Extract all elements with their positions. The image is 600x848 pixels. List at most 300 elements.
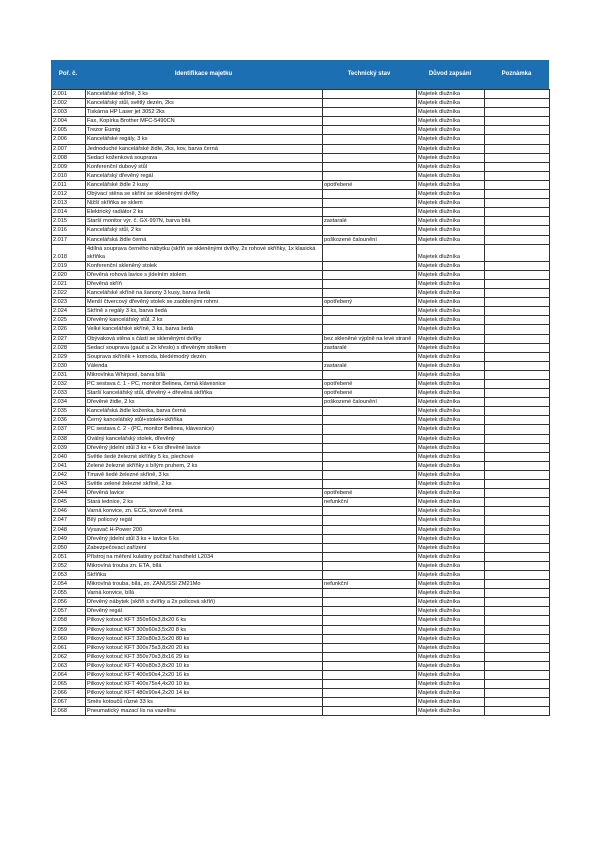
cell-position: 2.044 [52, 489, 86, 498]
cell-reason: Majetek dlužníka [417, 498, 485, 507]
cell-note [485, 208, 550, 217]
cell-note [485, 616, 550, 625]
cell-note [485, 226, 550, 235]
cell-position: 2.035 [52, 407, 86, 416]
cell-note [485, 270, 550, 279]
cell-identification: Pilkový kotouč KFT 400x75x4,4x20 10 ks [86, 680, 323, 689]
table-row [52, 598, 550, 607]
cell-identification: Světle šedé železné skříňky 5 ks, plechové [86, 452, 323, 461]
cell-identification: Dřevěná rohová lavice s jídelním stolem [86, 270, 323, 279]
cell-note [485, 279, 550, 288]
cell-note [485, 370, 550, 379]
cell-technical-state [323, 117, 417, 126]
cell-technical-state [323, 680, 417, 689]
cell-identification: Oválný kancelářský stolek, dřevěný [86, 434, 323, 443]
cell-reason: Majetek dlužníka [417, 443, 485, 452]
cell-reason: Majetek dlužníka [417, 561, 485, 570]
cell-technical-state [323, 325, 417, 334]
table-row [52, 470, 550, 479]
cell-identification: Pilkový kotouč KFT 350x60x3,8x20 6 ks [86, 616, 323, 625]
cell-identification: Zelené železné skříňky s bílým pruhem, 2 ks [86, 461, 323, 470]
cell-technical-state [323, 516, 417, 525]
cell-identification: Obývaková stěna s částí se skleněnými dvířky [86, 334, 323, 343]
table-row [52, 289, 550, 298]
cell-position: 2.065 [52, 680, 86, 689]
cell-position: 2.008 [52, 153, 86, 162]
header-identification: Identifikace majetku [174, 71, 233, 77]
cell-reason: Majetek dlužníka [417, 298, 485, 307]
table-row [52, 434, 550, 443]
cell-identification: Kancelářský dřevěný regál [86, 171, 323, 180]
table-row [52, 570, 550, 579]
cell-reason: Majetek dlužníka [417, 235, 485, 244]
cell-reason: Majetek dlužníka [417, 589, 485, 598]
cell-identification: Dřevěný regál [86, 607, 323, 616]
cell-technical-state [323, 443, 417, 452]
asset-table-body [52, 90, 550, 716]
table-row [52, 389, 550, 398]
cell-note [485, 389, 550, 398]
cell-note [485, 108, 550, 117]
cell-reason: Majetek dlužníka [417, 316, 485, 325]
cell-identification: Nižší skříňka se sklem [86, 199, 323, 208]
cell-note [485, 126, 550, 135]
cell-note [485, 135, 550, 144]
cell-identification: Přístroj na měření kulatiny počítač handheld L2034 [86, 552, 323, 561]
cell-note [485, 625, 550, 634]
cell-note [485, 407, 550, 416]
cell-position: 2.047 [52, 516, 86, 525]
cell-technical-state: opotřebené [323, 180, 417, 189]
table-row [52, 407, 550, 416]
cell-position: 2.057 [52, 607, 86, 616]
header-technical-state: Technický stav [347, 71, 391, 77]
table-row [52, 489, 550, 498]
cell-identification: Pilkový kotouč KFT 300x75x3,8x20 20 ks [86, 643, 323, 652]
cell-reason: Majetek dlužníka [417, 625, 485, 634]
table-row [52, 135, 550, 144]
cell-position: 2.052 [52, 561, 86, 570]
table-row [52, 171, 550, 180]
cell-position: 2.013 [52, 199, 86, 208]
cell-note [485, 489, 550, 498]
cell-technical-state: poškozené čalounění [323, 398, 417, 407]
cell-note [485, 580, 550, 589]
cell-reason: Majetek dlužníka [417, 607, 485, 616]
cell-identification: Černý kancelářský stůl+stolek+skříňka [86, 416, 323, 425]
cell-reason: Majetek dlužníka [417, 634, 485, 643]
table-row [52, 552, 550, 561]
cell-position: 2.027 [52, 334, 86, 343]
table-row [52, 698, 550, 707]
cell-identification: Zabezpečovací zařízení [86, 543, 323, 552]
cell-technical-state: zastaralé [323, 361, 417, 370]
cell-technical-state [323, 589, 417, 598]
cell-technical-state [323, 261, 417, 270]
table-row [52, 452, 550, 461]
cell-position: 2.002 [52, 99, 86, 108]
cell-reason: Majetek dlužníka [417, 108, 485, 117]
cell-note [485, 570, 550, 579]
cell-position: 2.011 [52, 180, 86, 189]
cell-note [485, 316, 550, 325]
cell-technical-state [323, 244, 417, 261]
cell-identification: Elektrický radiátor 2 ks [86, 208, 323, 217]
cell-reason: Majetek dlužníka [417, 570, 485, 579]
table-row [52, 689, 550, 698]
cell-position: 2.051 [52, 552, 86, 561]
cell-position: 2.014 [52, 208, 86, 217]
table-row [52, 643, 550, 652]
cell-identification: Sedací souprava (gauč a 2x křeslo) s dřevěným stolkem [86, 343, 323, 352]
cell-technical-state [323, 461, 417, 470]
cell-position: 2.037 [52, 425, 86, 434]
cell-technical-state [323, 616, 417, 625]
cell-identification: Konferenční skleněný stolek [86, 261, 323, 270]
table-row [52, 534, 550, 543]
table-row [52, 298, 550, 307]
cell-technical-state [323, 625, 417, 634]
cell-note [485, 452, 550, 461]
table-row [52, 652, 550, 661]
cell-technical-state [323, 126, 417, 135]
cell-technical-state: nefunkční [323, 580, 417, 589]
cell-identification: Pilkový kotouč KFT 350x70x3,8x16 29 ks [86, 652, 323, 661]
cell-technical-state [323, 480, 417, 489]
cell-technical-state [323, 199, 417, 208]
table-row [52, 516, 550, 525]
cell-note [485, 99, 550, 108]
cell-reason: Majetek dlužníka [417, 135, 485, 144]
cell-technical-state [323, 208, 417, 217]
cell-technical-state [323, 99, 417, 108]
cell-technical-state [323, 543, 417, 552]
cell-identification: Dřevěná skříň [86, 279, 323, 288]
cell-reason: Majetek dlužníka [417, 153, 485, 162]
cell-note [485, 634, 550, 643]
cell-note [485, 425, 550, 434]
cell-note [485, 117, 550, 126]
cell-reason: Majetek dlužníka [417, 425, 485, 434]
table-row [52, 279, 550, 288]
cell-position: 2.020 [52, 270, 86, 279]
cell-note [485, 235, 550, 244]
cell-reason: Majetek dlužníka [417, 325, 485, 334]
cell-identification: Tiskárna HP Laser jet 3052 2ks [86, 108, 323, 117]
cell-position: 2.064 [52, 671, 86, 680]
table-row [52, 307, 550, 316]
cell-position: 2.055 [52, 589, 86, 598]
header-note: Poznámka [501, 71, 532, 77]
cell-identification: Dřevěná lavice [86, 489, 323, 498]
table-row [52, 707, 550, 716]
cell-technical-state [323, 425, 417, 434]
cell-technical-state [323, 316, 417, 325]
cell-identification: Směs kotoučů různé 33 ks [86, 698, 323, 707]
cell-identification: Dřevěný jídelní stůl 3 ks + 6 ks dřevěné lavice [86, 443, 323, 452]
cell-technical-state [323, 525, 417, 534]
cell-technical-state: nefunkční [323, 498, 417, 507]
cell-note [485, 443, 550, 452]
cell-reason: Majetek dlužníka [417, 707, 485, 716]
cell-reason: Majetek dlužníka [417, 525, 485, 534]
cell-note [485, 652, 550, 661]
cell-technical-state: bez skleněné výplně na levé straně [323, 334, 417, 343]
cell-position: 2.041 [52, 461, 86, 470]
cell-identification: Dřevěný nábytek (skříň s dvířky a 2x policová skříň) [86, 598, 323, 607]
cell-identification: Bílý policový regál [86, 516, 323, 525]
table-row [52, 616, 550, 625]
cell-reason: Majetek dlužníka [417, 190, 485, 199]
cell-note [485, 516, 550, 525]
cell-reason: Majetek dlužníka [417, 370, 485, 379]
table-row [52, 162, 550, 171]
cell-position: 2.038 [52, 434, 86, 443]
cell-identification: Fax, Kopírka Brother MFC-5490CN [86, 117, 323, 126]
cell-technical-state [323, 162, 417, 171]
cell-note [485, 334, 550, 343]
cell-note [485, 525, 550, 534]
cell-reason: Majetek dlužníka [417, 162, 485, 171]
cell-technical-state [323, 90, 417, 99]
cell-technical-state [323, 279, 417, 288]
cell-position: 2.066 [52, 689, 86, 698]
cell-reason: Majetek dlužníka [417, 543, 485, 552]
cell-note [485, 671, 550, 680]
cell-position: 2.053 [52, 570, 86, 579]
cell-identification: Pilkový kotouč KFT 300x60x3,5x20 8 ks [86, 625, 323, 634]
cell-technical-state [323, 643, 417, 652]
cell-reason: Majetek dlužníka [417, 689, 485, 698]
cell-note [485, 361, 550, 370]
cell-identification: Kancelářské skříně, 3 ks [86, 90, 323, 99]
table-row [52, 543, 550, 552]
cell-reason: Majetek dlužníka [417, 661, 485, 670]
cell-reason: Majetek dlužníka [417, 580, 485, 589]
cell-position: 2.018 [52, 244, 86, 261]
cell-technical-state [323, 153, 417, 162]
table-row [52, 443, 550, 452]
cell-technical-state [323, 552, 417, 561]
cell-identification: Vysavač H-Power 200 [86, 525, 323, 534]
cell-position: 2.021 [52, 279, 86, 288]
cell-note [485, 180, 550, 189]
cell-identification: PC sestava č. 2 - (PC, monitor Belinea, klávesnice) [86, 425, 323, 434]
table-row [52, 589, 550, 598]
table-row [52, 153, 550, 162]
cell-technical-state [323, 416, 417, 425]
table-row [52, 352, 550, 361]
cell-technical-state [323, 452, 417, 461]
table-row [52, 334, 550, 343]
cell-reason: Majetek dlužníka [417, 117, 485, 126]
header-reason: Důvod zapsání [428, 71, 472, 77]
table-row [52, 261, 550, 270]
cell-identification: Světle zelené železné skříně, 2 ks [86, 480, 323, 489]
cell-note [485, 480, 550, 489]
table-row [52, 325, 550, 334]
cell-identification: Starší monitor výr. č. GX-997N, barva bílá [86, 217, 323, 226]
cell-note [485, 589, 550, 598]
cell-identification: Pilkový kotouč KFT 400x80x3,8x20 10 ks [86, 661, 323, 670]
cell-technical-state [323, 171, 417, 180]
cell-position: 2.006 [52, 135, 86, 144]
cell-technical-state [323, 434, 417, 443]
cell-position: 2.023 [52, 298, 86, 307]
cell-note [485, 416, 550, 425]
cell-position: 2.024 [52, 307, 86, 316]
cell-identification: Mikrovlná trouba zn. ETA, bílá [86, 561, 323, 570]
cell-reason: Majetek dlužníka [417, 470, 485, 479]
cell-identification: Skříně s regály 3 ks, barva šedá [86, 307, 323, 316]
cell-position: 2.056 [52, 598, 86, 607]
table-row [52, 498, 550, 507]
cell-identification: Pilkový kotouč KFT 480x90x4,2x20 14 ks [86, 689, 323, 698]
cell-reason: Majetek dlužníka [417, 671, 485, 680]
cell-note [485, 534, 550, 543]
cell-reason: Majetek dlužníka [417, 261, 485, 270]
cell-reason: Majetek dlužníka [417, 434, 485, 443]
cell-note [485, 689, 550, 698]
cell-reason: Majetek dlužníka [417, 217, 485, 226]
cell-identification: Souprava skříněk + komoda, bledémodrý dezén [86, 352, 323, 361]
cell-reason: Majetek dlužníka [417, 598, 485, 607]
cell-note [485, 244, 550, 261]
cell-position: 2.003 [52, 108, 86, 117]
cell-position: 2.031 [52, 370, 86, 379]
cell-technical-state [323, 144, 417, 153]
cell-identification: Kancelářský stůl, 2 ks [86, 226, 323, 235]
cell-identification: 4dílná souprava černého nábytku (skříň se skleněnými dvířky, 2x rohové skříňky, 1x klasická skříňka [86, 244, 323, 261]
cell-note [485, 199, 550, 208]
cell-note [485, 661, 550, 670]
table-row [52, 380, 550, 389]
table-row [52, 343, 550, 352]
cell-position: 2.010 [52, 171, 86, 180]
cell-reason: Majetek dlužníka [417, 407, 485, 416]
cell-identification: Válenda [86, 361, 323, 370]
table-row [52, 270, 550, 279]
cell-reason: Majetek dlužníka [417, 99, 485, 108]
table-row [52, 180, 550, 189]
cell-position: 2.067 [52, 698, 86, 707]
cell-reason: Majetek dlužníka [417, 416, 485, 425]
cell-technical-state [323, 289, 417, 298]
table-row [52, 144, 550, 153]
cell-position: 2.063 [52, 661, 86, 670]
cell-position: 2.045 [52, 498, 86, 507]
cell-note [485, 461, 550, 470]
table-row [52, 525, 550, 534]
cell-position: 2.001 [52, 90, 86, 99]
cell-identification: Kancelářská židle černá [86, 235, 323, 244]
cell-identification: Tmavě šedé železné skříně, 3 ks [86, 470, 323, 479]
table-row [52, 99, 550, 108]
cell-position: 2.005 [52, 126, 86, 135]
cell-reason: Majetek dlužníka [417, 126, 485, 135]
table-row [52, 244, 550, 261]
cell-position: 2.033 [52, 389, 86, 398]
cell-identification: Kancelářské skříně na šanony 3 kusy, barva šedá [86, 289, 323, 298]
cell-identification: Dřevěné židle, 2 ks [86, 398, 323, 407]
cell-technical-state [323, 226, 417, 235]
cell-identification: Kancelářský stůl, světlý dezén, 2ks [86, 99, 323, 108]
cell-position: 2.015 [52, 217, 86, 226]
cell-reason: Majetek dlužníka [417, 279, 485, 288]
table-row [52, 90, 550, 99]
table-row [52, 625, 550, 634]
cell-position: 2.048 [52, 525, 86, 534]
cell-reason: Majetek dlužníka [417, 208, 485, 217]
cell-technical-state [323, 270, 417, 279]
cell-technical-state [323, 307, 417, 316]
cell-reason: Majetek dlužníka [417, 552, 485, 561]
cell-position: 2.009 [52, 162, 86, 171]
cell-reason: Majetek dlužníka [417, 534, 485, 543]
table-row [52, 361, 550, 370]
cell-reason: Majetek dlužníka [417, 226, 485, 235]
cell-reason: Majetek dlužníka [417, 343, 485, 352]
asset-table [51, 89, 550, 716]
cell-position: 2.058 [52, 616, 86, 625]
cell-note [485, 398, 550, 407]
table-row [52, 507, 550, 516]
cell-technical-state: opotřebené [323, 389, 417, 398]
cell-technical-state [323, 570, 417, 579]
cell-position: 2.022 [52, 289, 86, 298]
cell-position: 2.026 [52, 325, 86, 334]
table-row [52, 561, 550, 570]
table-header [51, 60, 549, 89]
cell-technical-state [323, 352, 417, 361]
cell-reason: Majetek dlužníka [417, 199, 485, 208]
cell-technical-state [323, 135, 417, 144]
cell-note [485, 352, 550, 361]
cell-identification: Pilkový kotouč KFT 400x90x4,2x20 16 ks [86, 671, 323, 680]
cell-note [485, 298, 550, 307]
table-row [52, 190, 550, 199]
cell-position: 2.004 [52, 117, 86, 126]
cell-technical-state: zastaralé [323, 343, 417, 352]
cell-note [485, 261, 550, 270]
cell-position: 2.039 [52, 443, 86, 452]
table-row [52, 607, 550, 616]
cell-identification: Jednoduché kancelářské židle, 2ks, kov, barva černá [86, 144, 323, 153]
cell-technical-state: opotřebený [323, 298, 417, 307]
cell-reason: Majetek dlužníka [417, 389, 485, 398]
cell-reason: Majetek dlužníka [417, 698, 485, 707]
cell-identification: Velké kancelářské skříně, 3 ks, barva šedá [86, 325, 323, 334]
cell-identification: Varná konvice, zn. ECG, kovově černá [86, 507, 323, 516]
cell-identification: Obývací stěna se skříní se skleněnými dvířky [86, 190, 323, 199]
cell-position: 2.062 [52, 652, 86, 661]
cell-reason: Majetek dlužníka [417, 361, 485, 370]
cell-reason: Majetek dlužníka [417, 171, 485, 180]
cell-technical-state [323, 661, 417, 670]
cell-technical-state [323, 507, 417, 516]
cell-reason: Majetek dlužníka [417, 507, 485, 516]
cell-reason: Majetek dlužníka [417, 643, 485, 652]
cell-reason: Majetek dlužníka [417, 516, 485, 525]
cell-note [485, 171, 550, 180]
cell-reason: Majetek dlužníka [417, 398, 485, 407]
cell-reason: Majetek dlužníka [417, 452, 485, 461]
cell-position: 2.028 [52, 343, 86, 352]
cell-note [485, 90, 550, 99]
cell-technical-state [323, 707, 417, 716]
cell-identification: Stará lednice, 2 ks [86, 498, 323, 507]
cell-position: 2.017 [52, 235, 86, 244]
